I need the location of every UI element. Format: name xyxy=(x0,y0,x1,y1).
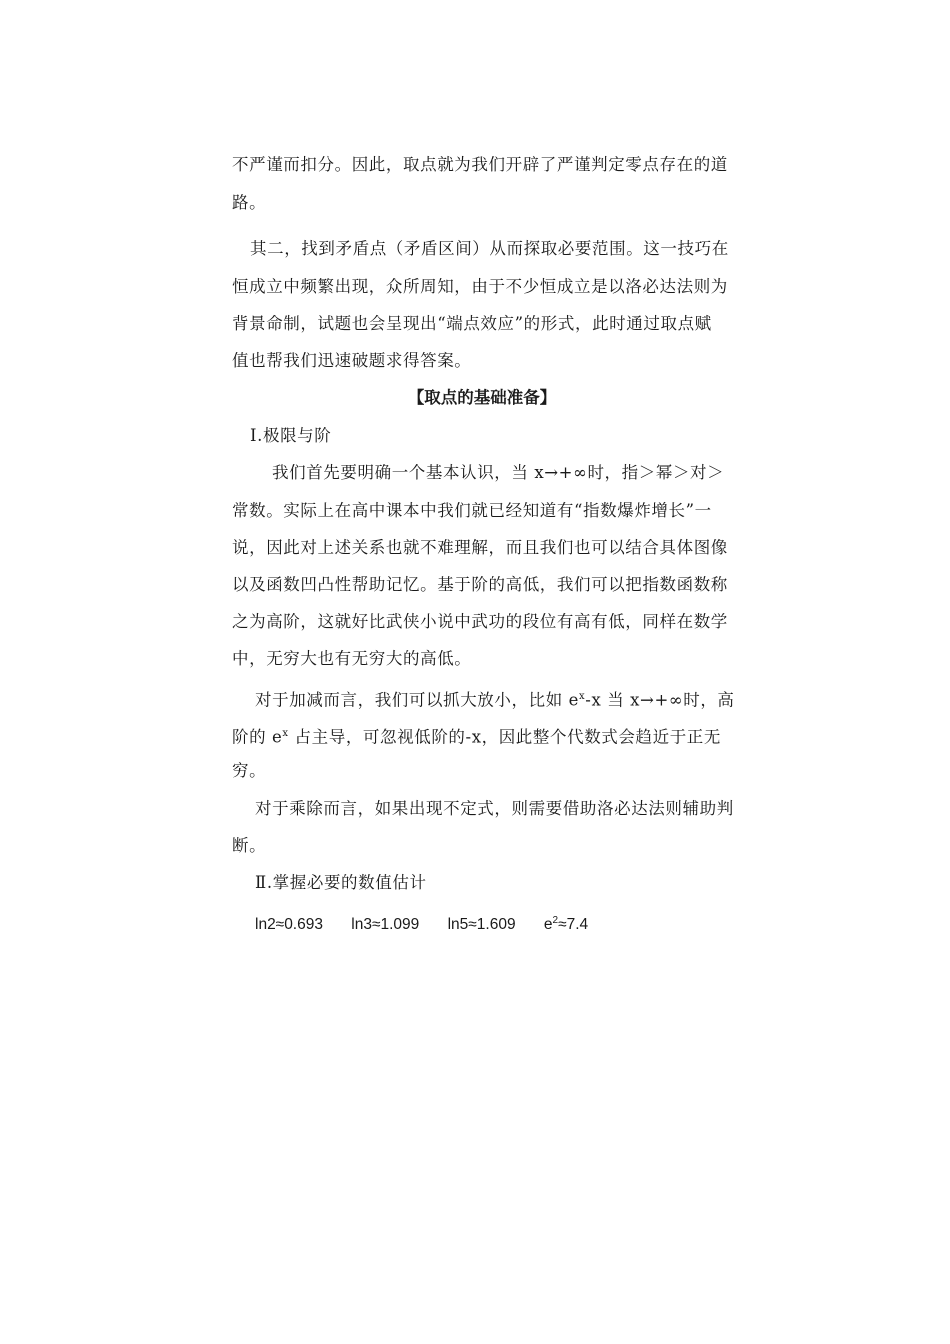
subheading-limits-and-order: Ⅰ.极限与阶 xyxy=(250,426,332,445)
estimate-ln5: ln5≈1.609 xyxy=(447,916,516,934)
paragraph4-line1-post: -x 当 x→+∞时，高 xyxy=(585,690,735,710)
paragraph3-line1: 我们首先要明确一个基本认识，当 x→+∞时，指＞幂＞对＞ xyxy=(272,463,725,482)
paragraph5-line1: 对于乘除而言，如果出现不定式，则需要借助洛必达法则辅助判 xyxy=(255,799,734,818)
paragraph1-line2: 路。 xyxy=(232,193,267,212)
paragraph4-line2-pre: 阶的 e xyxy=(232,727,283,747)
paragraph4-line3: 穷。 xyxy=(232,761,267,780)
paragraph4-line2-exponent: x xyxy=(282,728,289,739)
paragraph3-line4: 以及函数凹凸性帮助记忆。基于阶的高低，我们可以把指数函数称 xyxy=(232,575,728,594)
paragraph4-line2-post: 占主导，可忽视低阶的-x，因此整个代数式会趋近于正无 xyxy=(288,727,721,747)
paragraph3-line6: 中，无穷大也有无穷大的高低。 xyxy=(232,649,472,668)
paragraph3-line5: 之为高阶，这就好比武侠小说中武功的段位有高有低，同样在数学 xyxy=(232,612,728,631)
paragraph4-line2 xyxy=(232,723,732,749)
estimate-ln2: ln2≈0.693 xyxy=(255,916,323,934)
numeric-estimates-row xyxy=(255,910,612,936)
estimate-e-value: ≈7.4 xyxy=(558,916,589,934)
section-heading: 【取点的基础准备】 xyxy=(407,388,557,407)
paragraph2-line1: 其二，找到矛盾点（矛盾区间）从而探取必要范围。这一技巧在 xyxy=(250,239,729,258)
subheading-numeric-estimation: Ⅱ.掌握必要的数值估计 xyxy=(255,873,427,892)
paragraph1-line1: 不严谨而扣分。因此，取点就为我们开辟了严谨判定零点存在的道 xyxy=(232,155,728,174)
paragraph3-line3: 说，因此对上述关系也就不难理解，而且我们也可以结合具体图像 xyxy=(232,538,728,557)
paragraph4-line1-exponent: x xyxy=(579,691,586,702)
estimate-e-base: e xyxy=(543,916,553,934)
estimate-e-exponent: 2 xyxy=(552,915,559,926)
paragraph4-line1 xyxy=(255,686,755,712)
estimate-e-squared xyxy=(544,910,588,936)
paragraph4-line1-pre: 对于加减而言，我们可以抓大放小，比如 e xyxy=(255,690,580,710)
paragraph2-line2: 恒成立中频繁出现，众所周知，由于不少恒成立是以洛必达法则为 xyxy=(232,277,728,296)
paragraph2-line3: 背景命制，试题也会呈现出“端点效应”的形式，此时通过取点赋 xyxy=(232,314,712,333)
estimate-ln3: ln3≈1.099 xyxy=(351,916,420,934)
paragraph5-line2: 断。 xyxy=(232,836,267,855)
paragraph3-line2: 常数。实际上在高中课本中我们就已经知道有“指数爆炸增长”一 xyxy=(232,501,712,520)
paragraph2-line4: 值也帮我们迅速破题求得答案。 xyxy=(232,351,472,370)
